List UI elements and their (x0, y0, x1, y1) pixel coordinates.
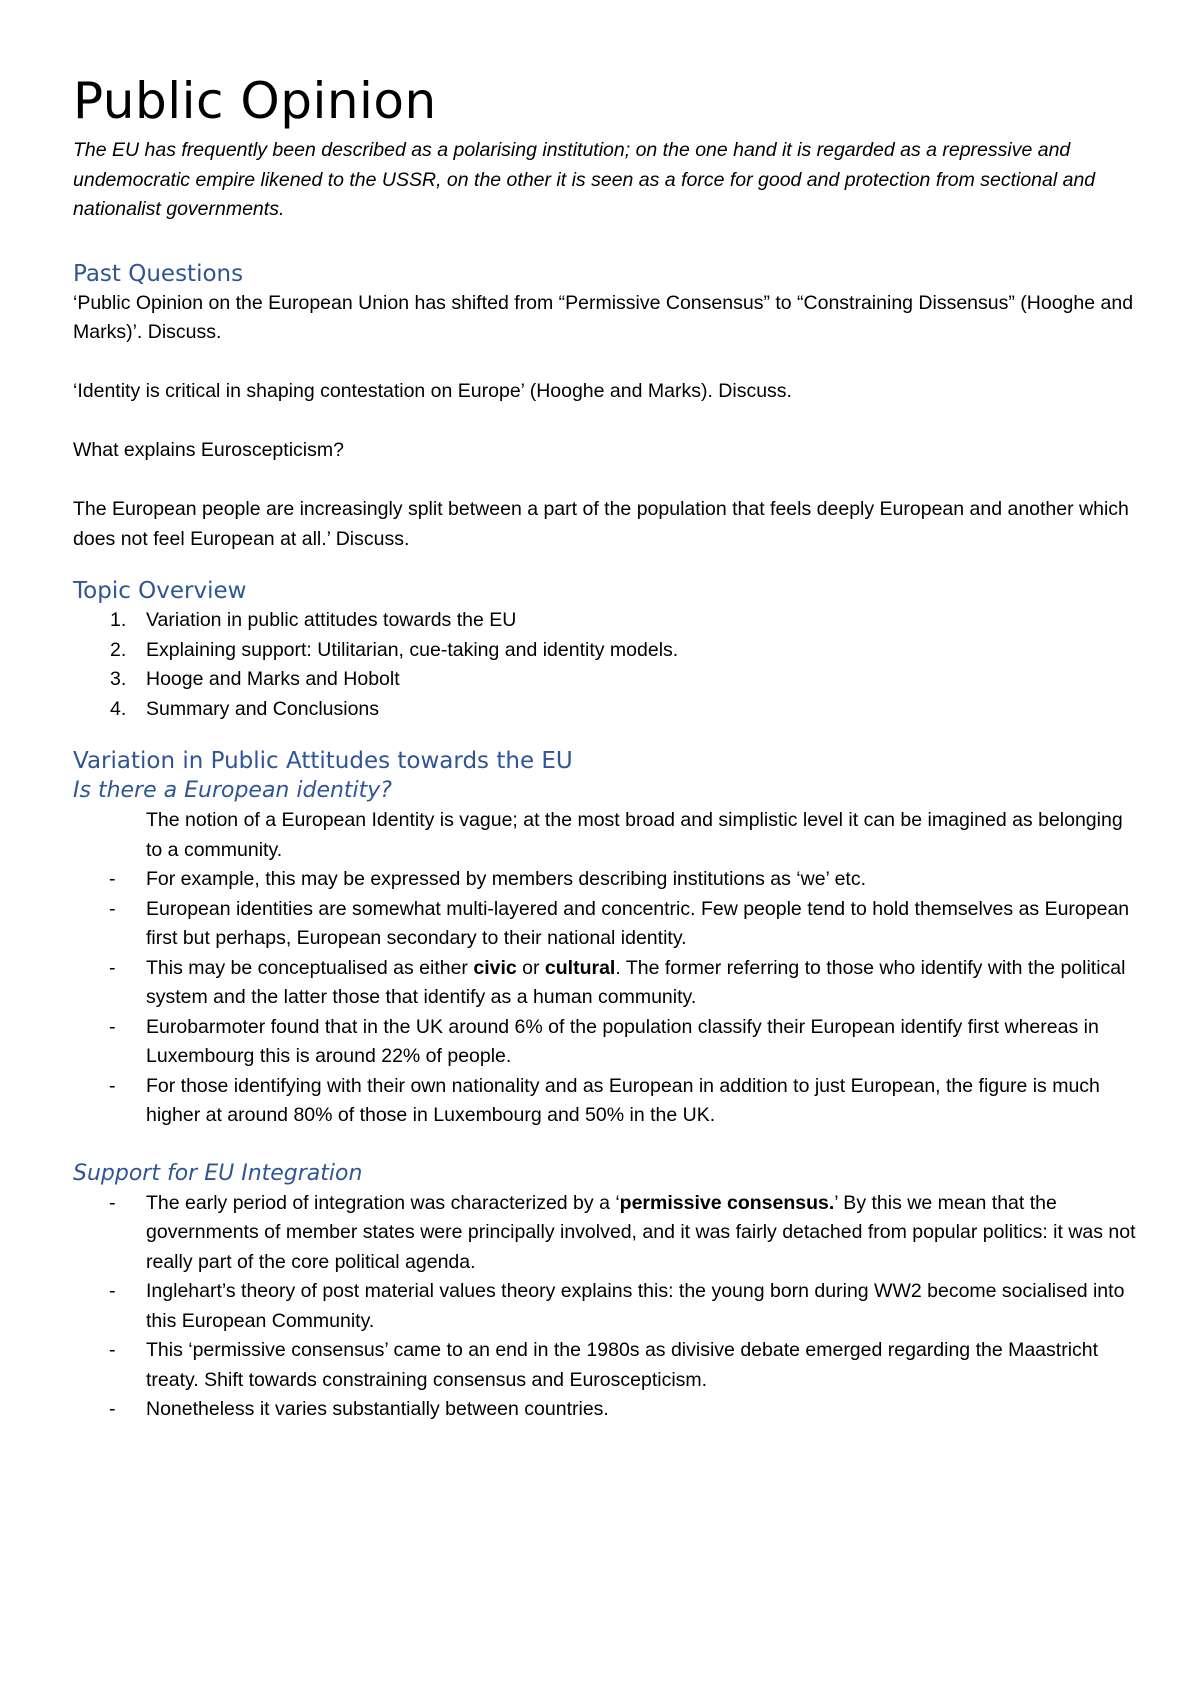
list-number: 4. (110, 697, 127, 720)
list-item-text: Nonetheless it varies substantially between countries. (146, 1398, 609, 1420)
emphasis-term: civic (473, 956, 517, 979)
past-question-1: ‘Public Opinion on the European Union has shifted from “Permissive Consensus” to “Constraining Dissensus” (Hooghe and Marks)’. Discuss. (73, 291, 1134, 343)
list-item-text: Variation in public attitudes towards the EU (146, 609, 517, 631)
support-list (73, 1189, 1143, 1425)
dash-bullet: - (109, 897, 116, 920)
dash-bullet: - (109, 1339, 116, 1361)
past-question-2: ‘Identity is critical in shaping contestation on Europe’ (Hooghe and Marks). Discuss. (73, 380, 792, 402)
list-item (73, 1013, 1143, 1072)
list-item (73, 1189, 1143, 1278)
list-item (73, 665, 1143, 695)
list-item-text: This ‘permissive consensus’ came to an end in the 1980s as divisive debate emerged regarding the Maastricht treaty. Shift towards constraining consensus and Euroscepticism. (146, 1339, 1099, 1391)
list-item (73, 1072, 1143, 1131)
past-question-3: What explains Euroscepticism? (73, 439, 344, 461)
list-item-text: ’ By this we mean that the governments of member states were principally involved, and it was fairly detached from popular politics: it was not really part of the core political agenda. (146, 1191, 1136, 1273)
topic-overview-heading: Topic Overview (73, 578, 247, 604)
list-item-text: The notion of a European Identity is vague; at the most broad and simplistic level it can be imagined as belonging to a community. (146, 809, 1123, 861)
dash-bullet: - (109, 956, 116, 979)
dash-bullet: - (109, 1074, 116, 1097)
list-item-text: Eurobarmoter found that in the UK around 6% of the population classify their European identify first whereas in Luxembourg this is around 22% of people. (146, 1015, 1099, 1067)
permissive-consensus-term: permissive consensus. (619, 1191, 835, 1214)
list-item (73, 895, 1143, 954)
list-item-text: Explaining support: Utilitarian, cue-taking and identity models. (146, 638, 679, 661)
page-title: Public Opinion (73, 72, 437, 130)
dash-bullet: - (109, 1280, 116, 1302)
list-item-text: European identities are somewhat multi-layered and concentric. Few people tend to hold themselves as European first but perhaps, European secondary to their national identity. (146, 897, 1130, 949)
list-item (73, 695, 1143, 725)
dash-bullet: - (109, 1015, 116, 1038)
past-questions-heading: Past Questions (73, 260, 244, 287)
intro-paragraph: The EU has frequently been described as a polarising institution; on the one hand it is regarded as a repressive and undemocratic empire likened to the USSR, on the other it is seen as a force for good and protection from sectional and nationalist governments. (73, 139, 1096, 220)
list-item-text: Hooge and Marks and Hobolt (146, 668, 400, 690)
european-identity-subheading: Is there a European identity? (73, 778, 392, 803)
list-item (73, 954, 1143, 1013)
list-item-text-civic-cultural: This may be conceptualised as either civic or cultural. The former referring to those who identify with the political system and the latter those that identify as a human community. (146, 956, 1126, 1008)
list-item (73, 865, 1143, 895)
support-subheading: Support for EU Integration (73, 1160, 363, 1186)
list-item-text: The early period of integration was characterized by a ‘ (146, 1191, 620, 1214)
list-item-text: For example, this may be expressed by members describing institutions as ‘we’ etc. (146, 868, 866, 890)
list-item-text: Inglehart’s theory of post material values theory explains this: the young born during WW2 become socialised into this European Community. (146, 1280, 1125, 1332)
list-item (73, 606, 1143, 636)
dash-bullet: - (109, 1398, 116, 1420)
list-item-text: Summary and Conclusions (146, 697, 380, 720)
list-item (73, 636, 1143, 666)
list-number: 3. (110, 668, 127, 690)
list-item (73, 1277, 1143, 1336)
list-number: 1. (110, 609, 127, 631)
list-item (73, 1336, 1143, 1395)
list-item (73, 1395, 1143, 1425)
variation-heading: Variation in Public Attitudes towards the EU (73, 748, 573, 774)
european-identity-list (73, 806, 1143, 1131)
topic-overview-list (73, 606, 1143, 724)
dash-bullet: - (109, 1191, 116, 1214)
emphasis-term: cultural (544, 956, 616, 979)
list-number: 2. (110, 638, 127, 661)
past-question-4: The European people are increasingly split between a part of the population that feels deeply European and another which does not feel European at all.’ Discuss. (73, 498, 1129, 550)
document-page (73, 68, 1143, 1425)
dash-bullet: - (109, 868, 116, 890)
list-item-text: For those identifying with their own nationality and as European in addition to just European, the figure is much higher at around 80% of those in Luxembourg and 50% in the UK. (146, 1074, 1100, 1126)
list-item (73, 806, 1143, 865)
